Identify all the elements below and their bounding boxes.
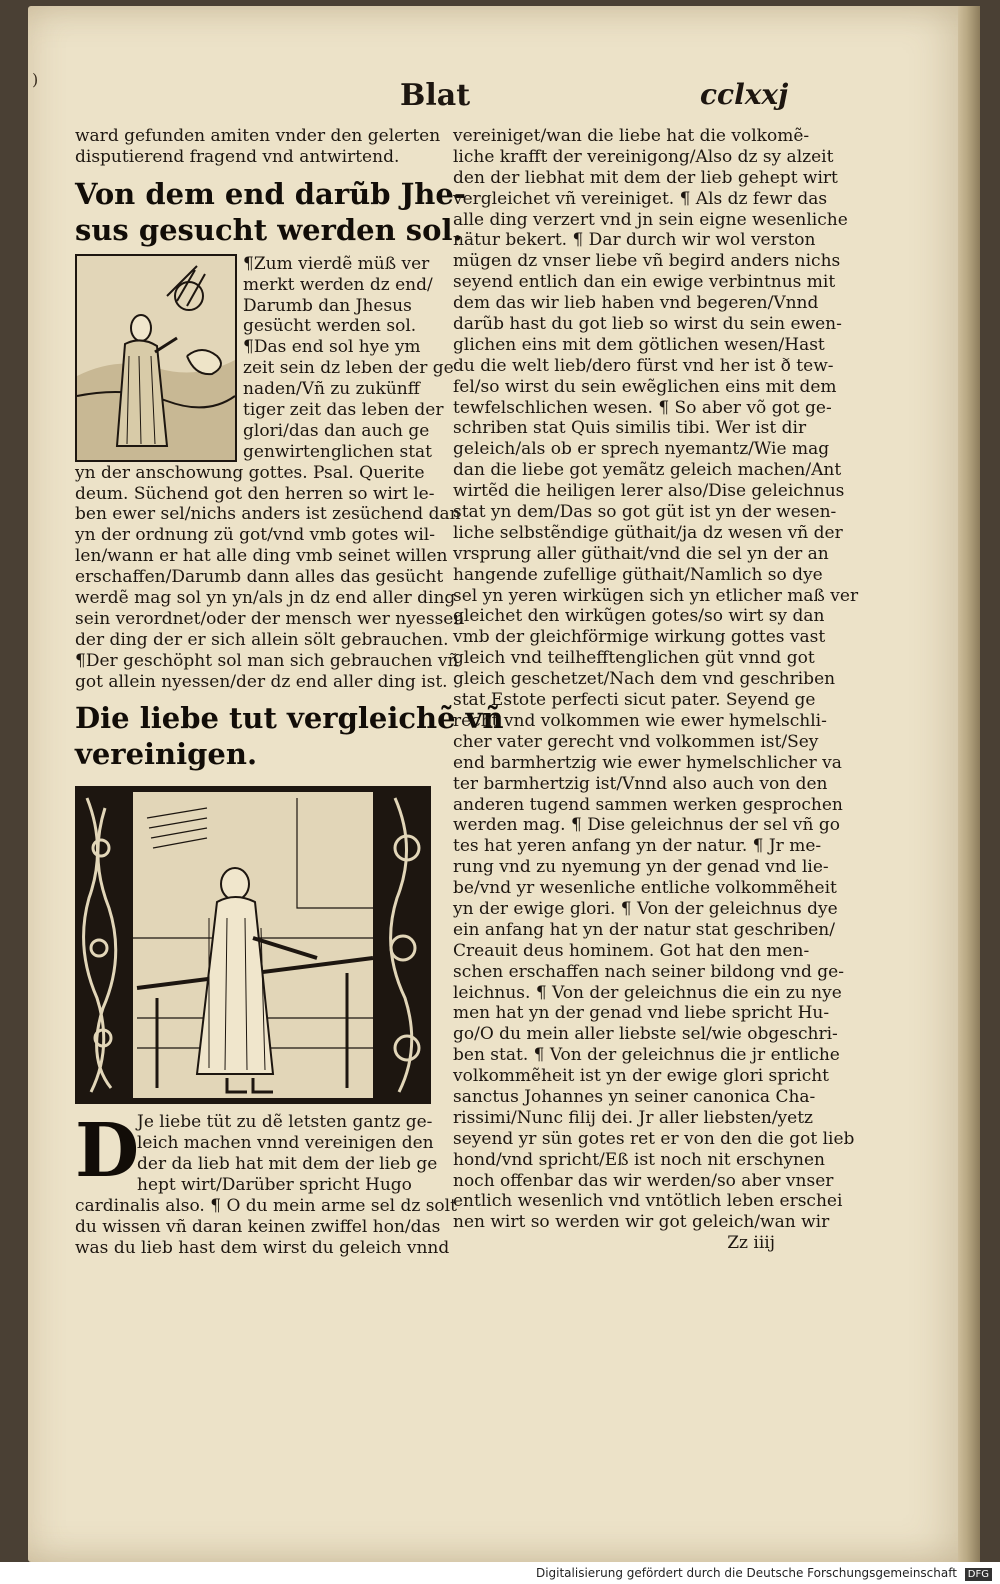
text-line: zeit sein dz leben der ge bbox=[243, 358, 454, 379]
text-line: sanctus Johannes yn seiner canonica Cha- bbox=[453, 1086, 816, 1107]
text-line: rissimi/Nunc filij dei. Jr aller liebsten/yetz bbox=[453, 1107, 814, 1128]
text-line: vmb der gleichförmige wirkung gottes vast bbox=[453, 627, 826, 648]
text-line: go/O du mein aller liebste sel/wie obgeschri- bbox=[453, 1024, 838, 1045]
text-line: der da lieb hat mit dem der lieb ge bbox=[137, 1154, 438, 1175]
text-line: nen wirt so werden wir got geleich/wan wir bbox=[453, 1212, 830, 1233]
text-line: gleichet den wirkũgen gotes/so wirt sy dan bbox=[453, 606, 825, 627]
text-line: yn der ewige glori. ¶ Von der geleichnus dye bbox=[453, 898, 838, 919]
text-line: ben stat. ¶ Von der geleichnus die jr entliche bbox=[453, 1045, 840, 1066]
text-line: dem das wir lieb haben vnd begeren/Vnnd bbox=[453, 293, 819, 314]
section-heading: vereinigen. bbox=[75, 737, 258, 772]
text-line: cher vater gerecht vnd volkommen ist/Sey bbox=[453, 731, 819, 752]
text-line: geleich/als ob er sprech nyemantz/Wie mag bbox=[453, 439, 830, 460]
text-line: gleich geschetzet/Nach dem vnd geschriben bbox=[453, 669, 836, 690]
text-line: hangende zufellige güthait/Namlich so dye bbox=[453, 564, 823, 585]
drop-cap-initial: D bbox=[75, 1108, 140, 1195]
running-head-word: Blat bbox=[400, 78, 471, 113]
text-line: dan die liebe got yemãtz geleich machen/Ant bbox=[453, 460, 842, 481]
text-line: got allein nyessen/der dz end aller ding ist. bbox=[75, 671, 448, 692]
text-line: seyend yr sün gotes ret er von den die got lieb bbox=[453, 1128, 855, 1149]
text-line: end barmhertzig wie ewer hymelschlicher va bbox=[453, 752, 842, 773]
text-line: erschaffen/Darumb dann alles das gesücht bbox=[75, 567, 444, 588]
text-line: gesücht werden sol. bbox=[243, 316, 417, 337]
catchword-signature: Zz iiij bbox=[727, 1233, 775, 1254]
text-line: volkommẽheit ist yn der ewige glori spricht bbox=[453, 1066, 830, 1087]
text-line: ben ewer sel/nichs anders ist zesüchend dan bbox=[75, 504, 461, 525]
text-line: stat yn dem/Das so got güt ist yn der wesen- bbox=[453, 502, 837, 523]
text-line: liche krafft der vereinigong/Also dz sy alzeit bbox=[453, 146, 834, 167]
text-line: genwirtenglichen stat bbox=[243, 441, 433, 462]
margin-mark: ) bbox=[32, 70, 39, 89]
text-line: be/vnd yr wesenliche entliche volkommẽheit bbox=[453, 878, 837, 899]
text-line: seyend entlich dan ein ewige verbintnus mit bbox=[453, 272, 836, 293]
text-line: Creauit deus hominem. Got hat den men- bbox=[453, 940, 810, 961]
text-line: gleich vnd teilhefftenglichen güt vnnd got bbox=[453, 648, 815, 669]
text-line: disputierend fragend vnd antwirtend. bbox=[75, 146, 400, 167]
right-column bbox=[453, 126, 859, 1254]
text-line: was du lieb hast dem wirst du geleich vnnd bbox=[75, 1237, 450, 1258]
text-line: leich machen vnnd vereinigen den bbox=[137, 1133, 434, 1154]
text-line: der ding der er sich allein sölt gebrauchen. bbox=[75, 629, 449, 650]
woodcut-figure-carpenter bbox=[75, 786, 431, 1104]
text-line: alle ding verzert vnd jn sein eigne wesenliche bbox=[453, 209, 848, 230]
text-line: anderen tugend sammen werken gesprochen bbox=[453, 794, 843, 815]
section-heading: Die liebe tut vergleichẽ vñ bbox=[75, 701, 504, 736]
text-line: den der liebhat mit dem der lieb gehept wirt bbox=[453, 167, 838, 188]
section-heading: sus gesucht werden sol. bbox=[75, 212, 463, 247]
text-line: ein anfang hat yn der natur stat geschriben/ bbox=[453, 919, 835, 940]
text-line: hept wirt/Darüber spricht Hugo bbox=[137, 1175, 412, 1196]
left-column bbox=[75, 126, 504, 1259]
text-line: wirtẽd die heiligen lerer also/Dise geleichnus bbox=[453, 481, 845, 502]
text-line: cardinalis also. ¶ O du mein arme sel dz solt bbox=[75, 1196, 457, 1217]
text-line: ¶Der geschöpht sol man sich gebrauchen vñ bbox=[75, 650, 459, 671]
text-line: ¶Zum vierdẽ müß ver bbox=[243, 253, 430, 274]
text-line: vereiniget/wan die liebe hat die volkomẽ- bbox=[453, 126, 810, 146]
text-line: len/wann er hat alle ding vmb seinet willen bbox=[75, 546, 448, 567]
dfg-logo: DFG bbox=[965, 1568, 992, 1581]
text-line: yn der anschowung gottes. Psal. Querite bbox=[75, 462, 425, 483]
text-line: sein verordnet/oder der mensch wer nyessen bbox=[75, 608, 465, 629]
text-line: schriben stat Quis similis tibi. Wer ist dir bbox=[453, 418, 807, 439]
text-line: rung vnd zu nyemung yn der genad vnd lie- bbox=[453, 857, 829, 878]
text-line: noch offenbar das wir werden/so aber vnser bbox=[453, 1170, 834, 1191]
text-line: du wissen vñ daran keinen zwiffel hon/das bbox=[75, 1216, 441, 1237]
text-line: deum. Süchend got den herren so wirt le- bbox=[75, 483, 435, 504]
text-line: vrsprung aller güthait/vnd die sel yn der an bbox=[453, 543, 829, 564]
text-line: glichen eins mit dem götlichen wesen/Hast bbox=[453, 334, 825, 355]
text-line: tes hat yeren anfang yn der natur. ¶ Jr me- bbox=[453, 836, 822, 857]
folio-number: cclxxj bbox=[700, 78, 789, 111]
text-line: darũb hast du got lieb so wirst du sein ewen- bbox=[453, 314, 842, 335]
text-line: werden mag. ¶ Dise geleichnus der sel vñ go bbox=[453, 815, 840, 836]
section-heading: Von dem end darũb Jhe- bbox=[75, 176, 466, 211]
text-line: ¶Das end sol hye ym bbox=[243, 337, 421, 358]
text-line: naden/Vñ zu zukünff bbox=[243, 379, 420, 400]
text-line: werdẽ mag sol yn yn/als jn dz end aller ding bbox=[75, 588, 456, 609]
text-line: entlich wesenlich vnd vntötlich leben erschei bbox=[453, 1191, 843, 1212]
text-line: vergleichet vñ vereiniget. ¶ Als dz fewr das bbox=[453, 188, 828, 209]
text-line: nätur bekert. ¶ Dar durch wir wol verston bbox=[453, 230, 816, 251]
text-line: hond/vnd spricht/Eß ist noch nit erschynen bbox=[453, 1149, 825, 1170]
text-line: liche selbstẽndige güthait/ja dz wesen vñ der bbox=[453, 522, 843, 543]
text-line: ter barmhertzig ist/Vnnd also auch von den bbox=[453, 773, 828, 794]
text-line: tewfelschlichen wesen. ¶ So aber võ got ge- bbox=[453, 397, 832, 418]
text-line: mügen dz vnser liebe vñ begird anders nichs bbox=[453, 251, 841, 272]
text-line: stat Estote perfecti sicut pater. Seyend ge bbox=[453, 690, 816, 711]
text-line: sel yn yeren wirkügen sich yn etlicher maß ver bbox=[453, 585, 859, 606]
woodcut-figure-praying bbox=[75, 254, 237, 462]
text-line: Je liebe tüt zu dẽ letsten gantz ge- bbox=[137, 1112, 433, 1133]
text-line: tiger zeit das leben der bbox=[243, 400, 444, 421]
text-line: merkt werden dz end/ bbox=[243, 274, 433, 295]
text-line: glori/das dan auch ge bbox=[243, 420, 430, 441]
text-line: ward gefunden amiten vnder den gelerten bbox=[75, 126, 441, 146]
text-line: schen erschaffen nach seiner bildong vnd ge- bbox=[453, 961, 844, 982]
text-line: du die welt lieb/dero fürst vnd her ist ð tew- bbox=[453, 355, 834, 376]
digitization-footer bbox=[0, 1562, 1000, 1584]
footer-credit: Digitalisierung gefördert durch die Deutsche Forschungsgemeinschaft bbox=[535, 1566, 957, 1580]
text-line: leichnus. ¶ Von der geleichnus die ein zu nye bbox=[453, 982, 842, 1003]
text-line: fel/so wirst du sein ewẽglichen eins mit dem bbox=[453, 376, 837, 397]
text-line: yn der ordnung zü got/vnd vmb gotes wil- bbox=[75, 525, 435, 546]
text-line: men hat yn der genad vnd liebe spricht Hu- bbox=[453, 1003, 830, 1024]
text-line: Darumb dan Jhesus bbox=[243, 295, 412, 316]
text-line: recht vnd volkommen wie ewer hymelschli- bbox=[453, 710, 827, 731]
page-edge bbox=[958, 6, 980, 1562]
